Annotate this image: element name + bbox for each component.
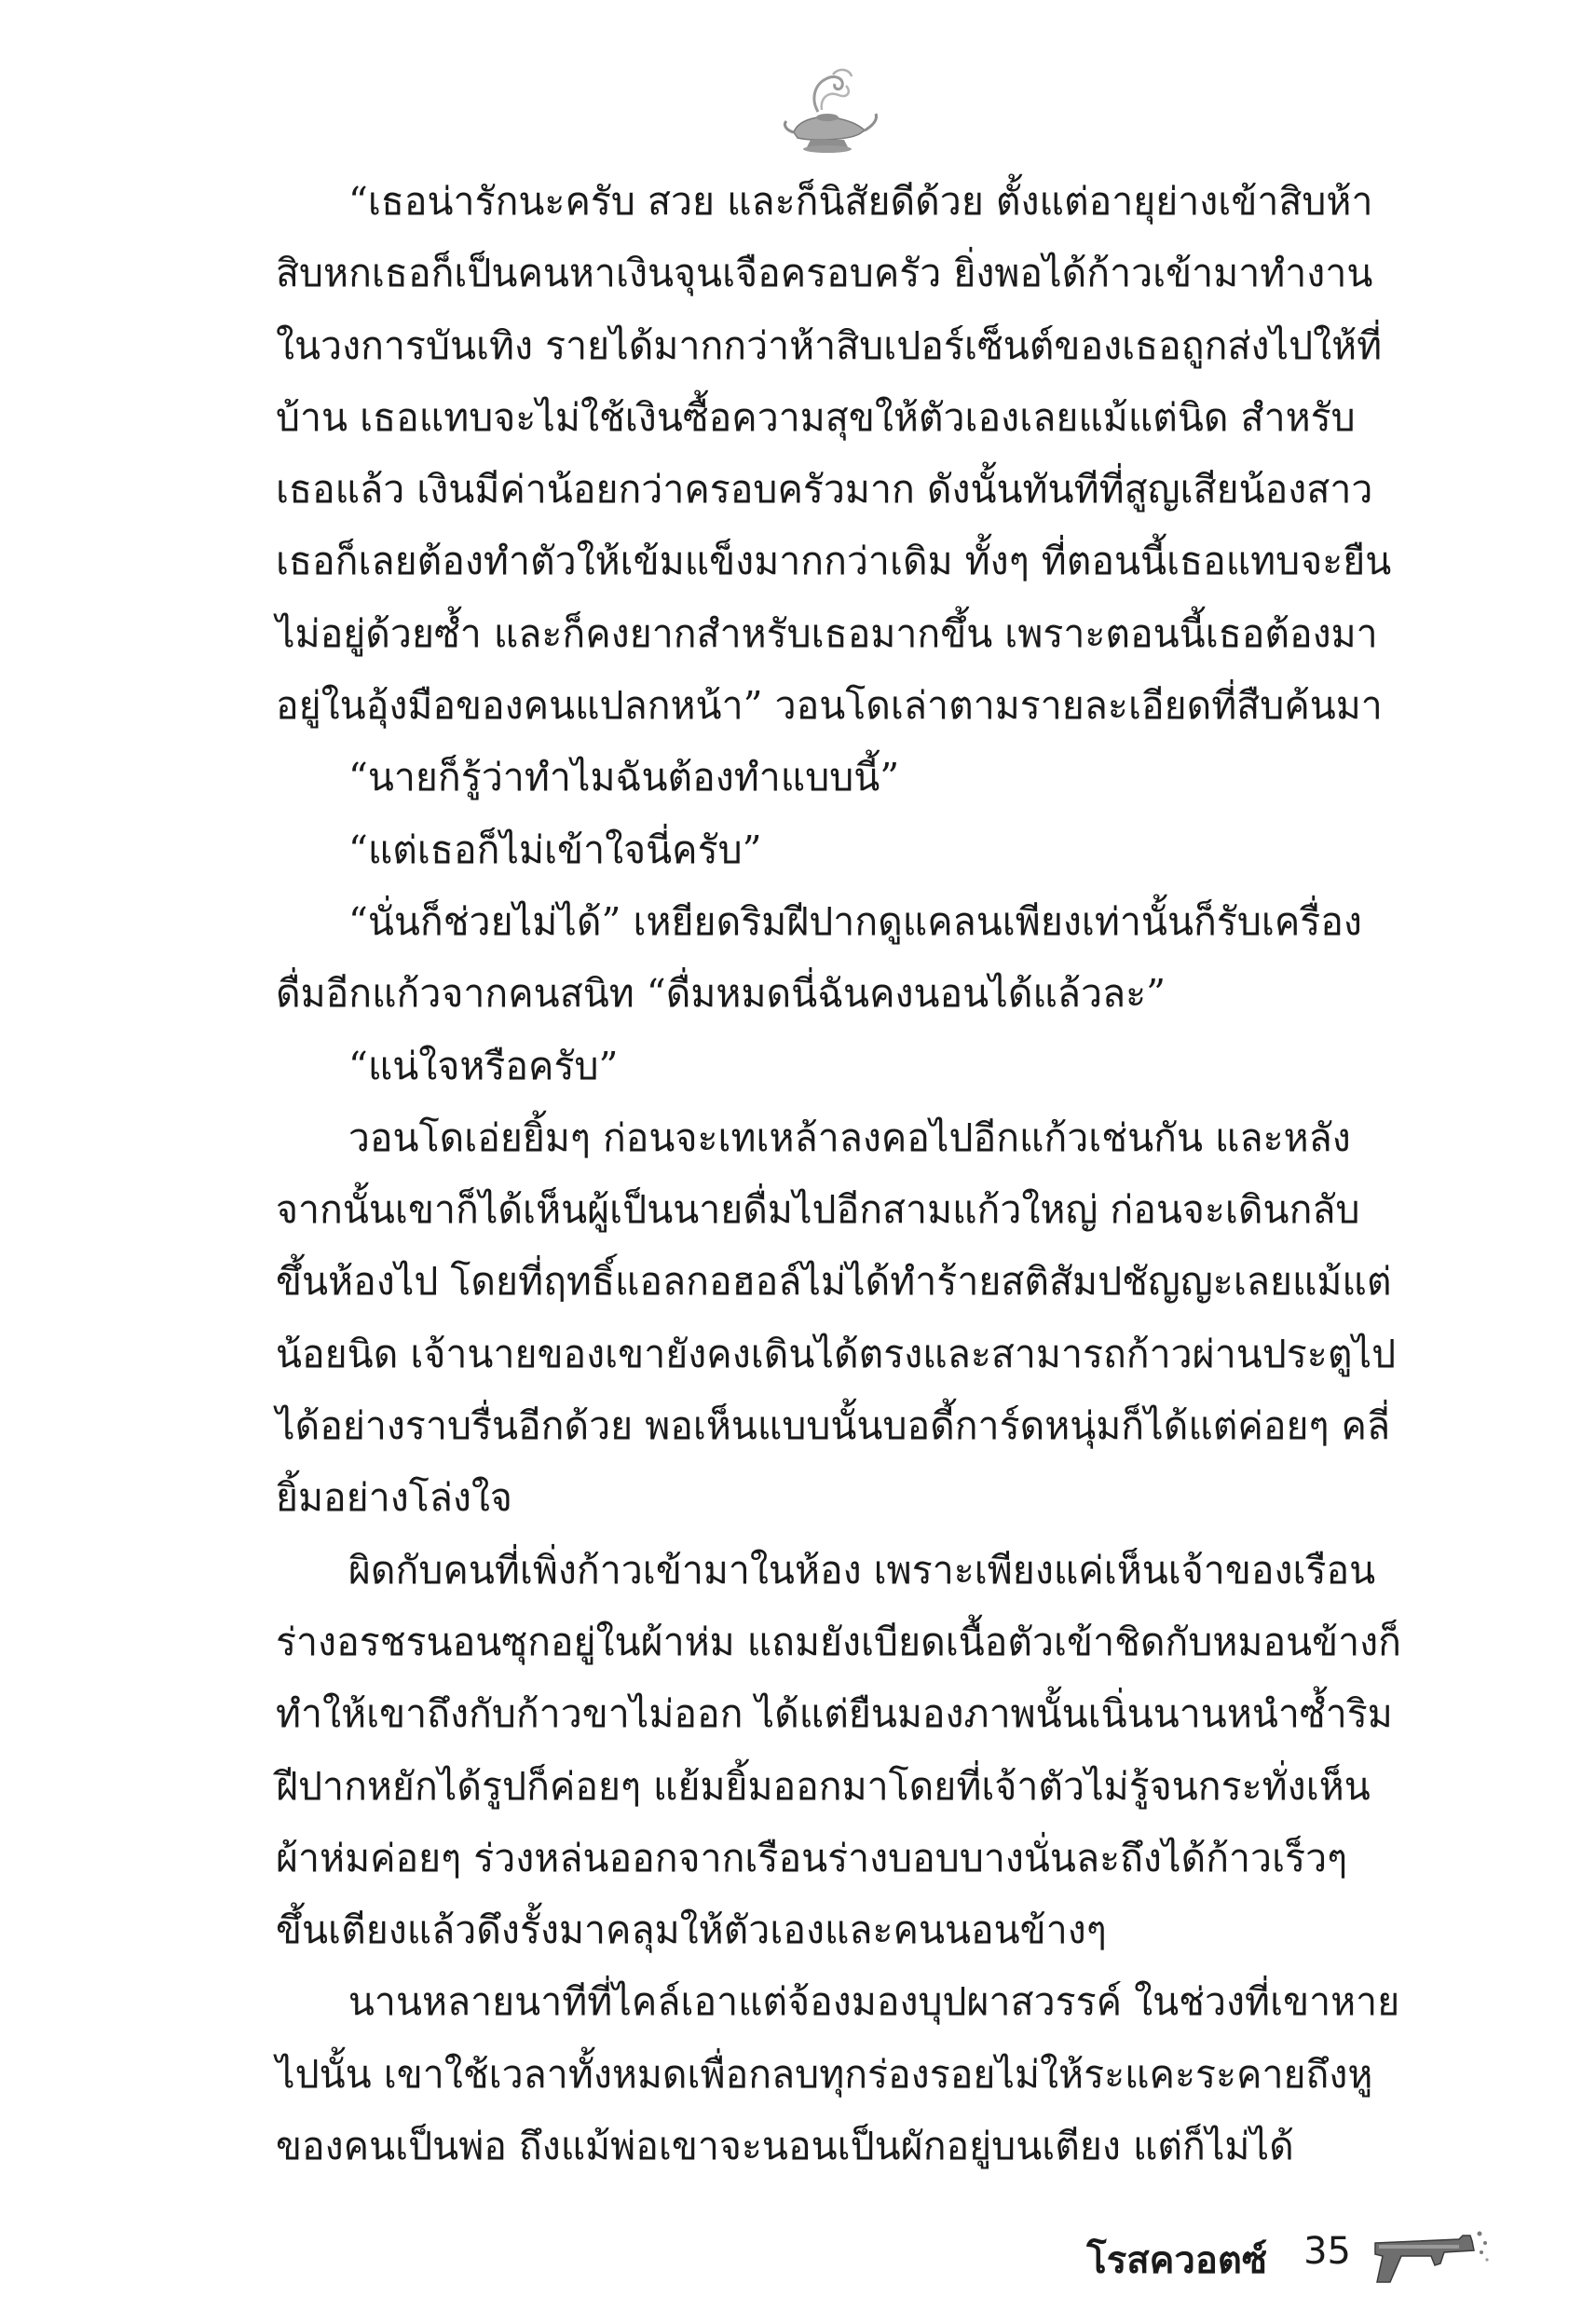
paragraph: “เธอน่ารักนะครับ สวย และก็นิสัยดีด้วย ตั้งแต่อายุย่างเข้าสิบห้าสิบหกเธอก็เป็นคนหาเงินจุนเจือครอบครัว ยิ่งพอได้ก้าวเข้ามาทำงานในวงการบันเทิง รายได้มากกว่าห้าสิบเปอร์เซ็นต์ของเธอถูกส่งไปให้ที่บ้าน เธอแทบจะไม่ใช้เงินซื้อความสุขให้ตัวเองเลยแม้แต่นิด สำหรับเธอแล้ว เงินมีค่าน้อยกว่าครอบครัวมาก ดังนั้นทันทีที่สูญเสียน้องสาวเธอก็เลยต้องทำตัวให้เข้มแข็งมากกว่าเดิม ทั้งๆ ที่ตอนนี้เธอแทบจะยืนไม่อยู่ด้วยซ้ำ และก็คงยากสำหรับเธอมากขึ้น เพราะตอนนี้เธอต้องมาอยู่ในอุ้งมือของคนแปลกหน้า” วอนโดเล่าตามรายละเอียดที่สืบค้นมา — [276, 179, 1392, 729]
paragraph: นานหลายนาทีที่ไคล์เอาแต่จ้องมองบุปผาสวรรค์ ในช่วงที่เขาหายไปนั้น เขาใช้เวลาทั้งหมดเพื่อกลบทุกร่องรอยไม่ให้ระแคะระคายถึงหูของคนเป็นพ่อ ถึงแม้พ่อเขาจะนอนเป็นผักอยู่บนเตียง แต่ก็ไม่ได้ — [276, 1979, 1400, 2169]
page-footer — [1025, 2222, 1491, 2297]
paragraph: วอนโดเอ่ยยิ้มๆ ก่อนจะเทเหล้าลงคอไปอีกแก้วเช่นกัน และหลังจากนั้นเขาก็ได้เห็นผู้เป็นนายดื่มไปอีกสามแก้วใหญ่ ก่อนจะเดินกลับขึ้นห้องไป โดยที่ฤทธิ์แอลกอฮอล์ไม่ได้ทำร้ายสติสัมปชัญญะเลยแม้แต่น้อยนิด เจ้านายของเขายังคงเดินได้ตรงและสามารถก้าวผ่านประตูไปได้อย่างราบรื่นอีกด้วย พอเห็นแบบนั้นบอดี้การ์ดหนุ่มก็ได้แต่ค่อยๆ คลี่ยิ้มอย่างโล่งใจ — [276, 1114, 1397, 1521]
paragraph: “แต่เธอก็ไม่เข้าใจนี่ครับ” — [348, 827, 762, 872]
pistol-icon — [1370, 2222, 1491, 2288]
paragraph: “นายก็รู้ว่าทำไมฉันต้องทำแบบนี้” — [348, 755, 900, 800]
paragraph: ผิดกับคนที่เพิ่งก้าวเข้ามาในห้อง เพราะเพียงแค่เห็นเจ้าของเรือนร่างอรชรนอนซุกอยู่ในผ้าห่ม แถมยังเบียดเนื้อตัวเข้าชิดกับหมอนข้างก็ทำให้เขาถึงกับก้าวขาไม่ออก ได้แต่ยืนมองภาพนั้นเนิ่นนานหนำซ้ำริมฝีปากหยักได้รูปก็ค่อยๆ แย้มยิ้มออกมาโดยที่เจ้าตัวไม่รู้จนกระทั่งเห็นผ้าห่มค่อยๆ ร่วงหล่นออกจากเรือนร่างบอบบางนั่นละถึงได้ก้าวเร็วๆ ขึ้นเตียงแล้วดึงรั้งมาคลุมให้ตัวเองและคนนอนข้างๆ — [276, 1547, 1401, 1953]
page-number: 35 — [1303, 2230, 1351, 2273]
running-title: โรสควอตซ์ — [1086, 2239, 1267, 2282]
paragraph: “นั่นก็ช่วยไม่ได้” เหยียดริมฝีปากดูแคลนเพียงเท่านั้นก็รับเครื่องดื่มอีกแก้วจากคนสนิท “ดื่มหมดนี่ฉันคงนอนได้แล้วละ” — [276, 898, 1362, 1017]
body-text — [276, 166, 1411, 2182]
paragraph: “แน่ใจหรือครับ” — [348, 1043, 619, 1088]
genie-lamp-icon — [773, 54, 885, 166]
